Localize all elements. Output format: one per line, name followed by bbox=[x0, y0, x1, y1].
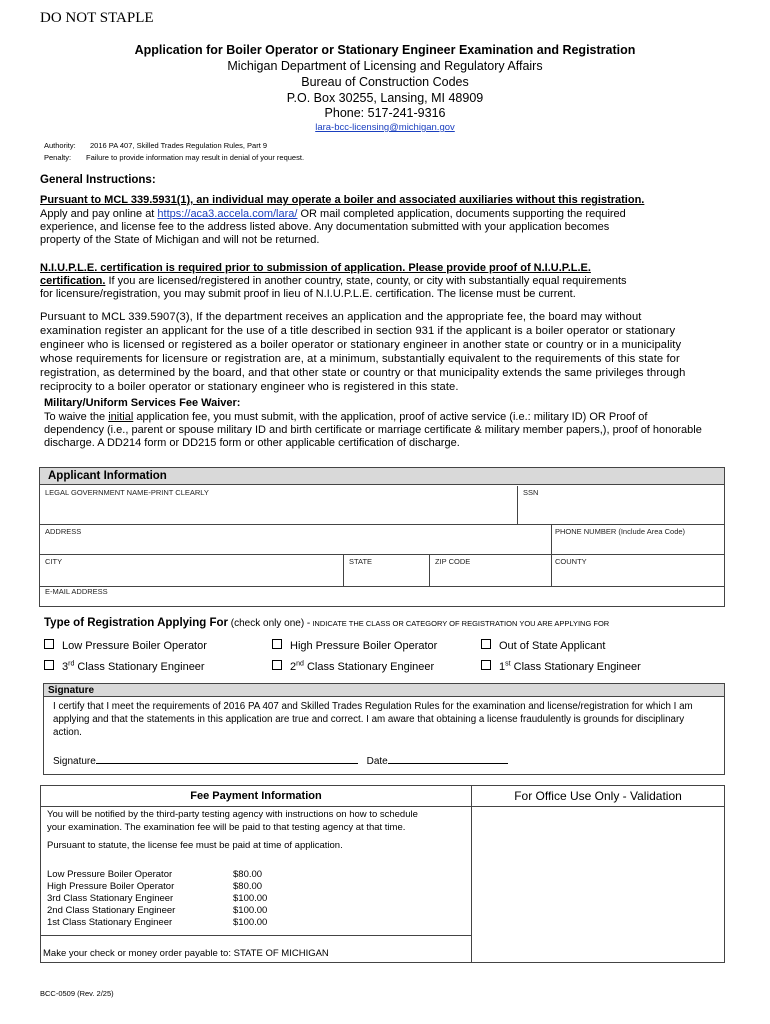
fee-row bbox=[47, 869, 267, 881]
niuple-line-2: If you are licensed/registered in another country, state, county, or city with substantially equal requirements bbox=[105, 275, 627, 287]
zip-field[interactable] bbox=[430, 555, 552, 587]
second-class-label: Class Stationary Engineer bbox=[303, 661, 435, 673]
zip-label: ZIP CODE bbox=[435, 557, 471, 566]
fee-amount: $100.00 bbox=[233, 893, 268, 904]
option-out-of-state[interactable] bbox=[481, 639, 605, 652]
legal-name-label: LEGAL GOVERNMENT NAME-PRINT CLEARLY bbox=[45, 488, 209, 497]
military-text-start: To waive the bbox=[44, 411, 109, 423]
pursuant-statement: Pursuant to MCL 339.5931(1), an individual may operate a boiler and associated auxiliaries without this registration. bbox=[40, 194, 645, 206]
county-label: COUNTY bbox=[555, 557, 587, 566]
mcl-line: whose requirements for licensure or registration are, at a minimum, substantially equivalent to the requirements of this state for bbox=[40, 353, 680, 365]
fee-amount: $80.00 bbox=[233, 881, 263, 892]
checkbox-second-class[interactable] bbox=[272, 660, 282, 670]
fee-row bbox=[47, 893, 267, 905]
email-link[interactable]: lara-bcc-licensing@michigan.gov bbox=[315, 122, 455, 133]
registration-type-heading-row bbox=[44, 617, 609, 629]
apply-text-start: Apply and pay online at bbox=[40, 208, 158, 220]
apply-line-3: property of the State of Michigan and will not be returned. bbox=[40, 234, 320, 246]
mailing-address: P.O. Box 30255, Lansing, MI 48909 bbox=[286, 91, 484, 105]
phone-label: PHONE NUMBER (Include Area Code) bbox=[555, 527, 686, 536]
fee-name: Low Pressure Boiler Operator bbox=[47, 869, 173, 880]
signature-line[interactable] bbox=[96, 753, 358, 764]
option-second-class[interactable] bbox=[272, 660, 434, 673]
checkbox-first-class[interactable] bbox=[481, 660, 491, 670]
form-title: Application for Boiler Operator or Stationary Engineer Examination and Registration bbox=[134, 43, 636, 57]
fee-table bbox=[47, 869, 267, 929]
testing-agency-notice bbox=[47, 809, 467, 834]
indicate-class-note: INDICATE THE CLASS OR CATEGORY OF REGISTRATION YOU ARE APPLYING FOR bbox=[310, 619, 610, 628]
option-low-pressure[interactable] bbox=[44, 639, 207, 652]
military-heading: Military/Uniform Services Fee Waiver: bbox=[44, 397, 241, 409]
niuple-paragraph bbox=[40, 262, 740, 301]
apply-online-paragraph bbox=[40, 208, 740, 247]
third-class-suffix: rd bbox=[68, 660, 75, 668]
mcl-line: examination register an applicant for the use of a title described in section 931 if the applicant is a boiler operator or stationary bbox=[40, 325, 676, 337]
certification-line-2: applying and that the statements in this application are true and correct. I am aware that obtaining a license fraudulently is grounds for disciplinary bbox=[53, 714, 685, 725]
fee-amount: $100.00 bbox=[233, 917, 268, 928]
option-first-class[interactable] bbox=[481, 660, 641, 673]
signature-row bbox=[53, 753, 508, 767]
date-line[interactable] bbox=[388, 753, 508, 764]
apply-text-end: OR mail completed application, documents supporting the required bbox=[297, 208, 626, 220]
out-of-state-label: Out of State Applicant bbox=[499, 640, 606, 652]
registration-type-heading: Type of Registration Applying For bbox=[44, 617, 228, 629]
penalty-label: Penalty: bbox=[44, 153, 72, 162]
certification-line-3: action. bbox=[53, 727, 82, 738]
state-label: STATE bbox=[349, 557, 373, 566]
county-field[interactable] bbox=[552, 555, 724, 587]
phone-field[interactable] bbox=[552, 525, 724, 555]
city-field[interactable] bbox=[40, 555, 344, 587]
fee-row bbox=[47, 917, 267, 929]
penalty-text: Failure to provide information may result in denial of your request. bbox=[86, 153, 305, 162]
first-class-suffix: st bbox=[505, 660, 511, 668]
signature-heading: Signature bbox=[44, 684, 724, 697]
form-number: BCC-0509 (Rev. 2/25) bbox=[40, 989, 114, 998]
fee-row bbox=[47, 905, 267, 917]
certification-text bbox=[53, 700, 723, 739]
niuple-certification: certification. bbox=[40, 275, 106, 287]
accela-link[interactable]: https://aca3.accela.com/lara/ bbox=[157, 208, 298, 220]
niuple-line-3: for licensure/registration, you may submit proof in lieu of N.I.U.P.L.E. certification. The license must be current. bbox=[40, 288, 576, 300]
city-label: CITY bbox=[45, 557, 63, 566]
fee-amount: $100.00 bbox=[233, 905, 268, 916]
niuple-line-1: N.I.U.P.L.E. certification is required prior to submission of application. Please provide proof of N.I.U.P.L.E. bbox=[40, 262, 591, 274]
certification-line-1: I certify that I meet the requirements of 2016 PA 407 and Skilled Trades Regulation Rules for the examination and license/registration for which I am bbox=[53, 701, 693, 712]
fee-name: High Pressure Boiler Operator bbox=[47, 881, 175, 892]
first-class-label: Class Stationary Engineer bbox=[510, 661, 641, 673]
apply-line-2: experience, and license fee to the address listed above. Any documentation submitted with your application becomes bbox=[40, 221, 610, 233]
checkbox-third-class[interactable] bbox=[44, 660, 54, 670]
fee-name: 3rd Class Stationary Engineer bbox=[47, 893, 174, 904]
ssn-field[interactable] bbox=[518, 486, 724, 525]
third-class-number: 3 bbox=[62, 661, 69, 673]
ssn-label: SSN bbox=[523, 488, 539, 497]
fee-amount: $80.00 bbox=[233, 869, 263, 880]
mcl-line: engineer who is licensed or registered as a boiler operator or stationary engineer in another state or country or in a municipality bbox=[40, 339, 682, 351]
signature-label: Signature bbox=[53, 756, 96, 767]
military-line-3: discharge. A DD214 form or DD215 form or other applicable certification of discharge. bbox=[44, 437, 460, 449]
legal-name-field[interactable] bbox=[40, 486, 518, 525]
high-pressure-label: High Pressure Boiler Operator bbox=[290, 640, 438, 652]
checkbox-low-pressure[interactable] bbox=[44, 639, 54, 649]
military-paragraph bbox=[44, 411, 744, 450]
military-line-2: dependency (i.e., parent or spouse military ID and birth certificate or marriage certificate & military member papers,), proof of honorable bbox=[44, 424, 702, 436]
option-third-class[interactable] bbox=[44, 660, 205, 673]
fee-payment-heading: Fee Payment Information bbox=[41, 786, 471, 807]
office-use-section bbox=[472, 785, 725, 963]
checkbox-high-pressure[interactable] bbox=[272, 639, 282, 649]
mcl-paragraph bbox=[40, 310, 750, 394]
option-high-pressure[interactable] bbox=[272, 639, 437, 652]
fee-name: 1st Class Stationary Engineer bbox=[47, 917, 173, 928]
office-use-heading: For Office Use Only - Validation bbox=[472, 786, 724, 807]
fee-divider bbox=[41, 935, 471, 936]
email-address-field[interactable] bbox=[40, 587, 724, 606]
address-label: ADDRESS bbox=[45, 527, 82, 536]
notify-line-1: You will be notified by the third-party testing agency with instructions on how to schedule bbox=[47, 809, 418, 820]
fee-payment-section bbox=[40, 785, 472, 963]
general-instructions-heading: General Instructions: bbox=[40, 174, 156, 186]
mcl-line: registration, as determined by the board, and that other state or country or that municipality extends the same privileges through bbox=[40, 367, 686, 379]
second-class-suffix: nd bbox=[296, 660, 304, 668]
state-field[interactable] bbox=[344, 555, 430, 587]
do-not-staple-notice: DO NOT STAPLE bbox=[40, 10, 154, 26]
notify-line-2: your examination. The examination fee will be paid to that testing agency at that time. bbox=[47, 821, 406, 833]
date-label: Date bbox=[366, 756, 388, 767]
authority-label: Authority: bbox=[44, 141, 76, 150]
third-class-label: Class Stationary Engineer bbox=[74, 661, 205, 673]
mcl-line: Pursuant to MCL 339.5907(3), If the department receives an application and the appropriate fee, the board may without bbox=[40, 311, 642, 323]
applicant-information-section bbox=[39, 467, 725, 607]
statute-note: Pursuant to statute, the license fee must be paid at time of application. bbox=[47, 840, 343, 851]
payable-note: Make your check or money order payable to: STATE OF MICHIGAN bbox=[43, 948, 329, 959]
first-class-number: 1 bbox=[499, 661, 506, 673]
check-only-one: (check only one) - bbox=[228, 618, 311, 629]
signature-section bbox=[43, 683, 725, 775]
phone-number: Phone: 517-241-9316 bbox=[324, 106, 446, 120]
bureau-name: Bureau of Construction Codes bbox=[301, 75, 469, 89]
department-name: Michigan Department of Licensing and Regulatory Affairs bbox=[227, 59, 543, 73]
address-field[interactable] bbox=[40, 525, 552, 555]
low-pressure-label: Low Pressure Boiler Operator bbox=[62, 640, 207, 652]
authority-text: 2016 PA 407, Skilled Trades Regulation Rules, Part 9 bbox=[90, 141, 268, 150]
military-initial: initial bbox=[108, 411, 134, 423]
military-text-end: application fee, you must submit, with the application, proof of active service (i.e.: military ID) OR Proof of bbox=[133, 411, 648, 423]
mcl-line: reciprocity to a boiler operator or stationary engineer who is registered in this state. bbox=[40, 381, 459, 393]
second-class-number: 2 bbox=[290, 661, 297, 673]
fee-row bbox=[47, 881, 267, 893]
applicant-information-heading: Applicant Information bbox=[40, 468, 724, 485]
email-address-label: E-MAIL ADDRESS bbox=[45, 587, 108, 596]
fee-name: 2nd Class Stationary Engineer bbox=[47, 905, 176, 916]
checkbox-out-of-state[interactable] bbox=[481, 639, 491, 649]
